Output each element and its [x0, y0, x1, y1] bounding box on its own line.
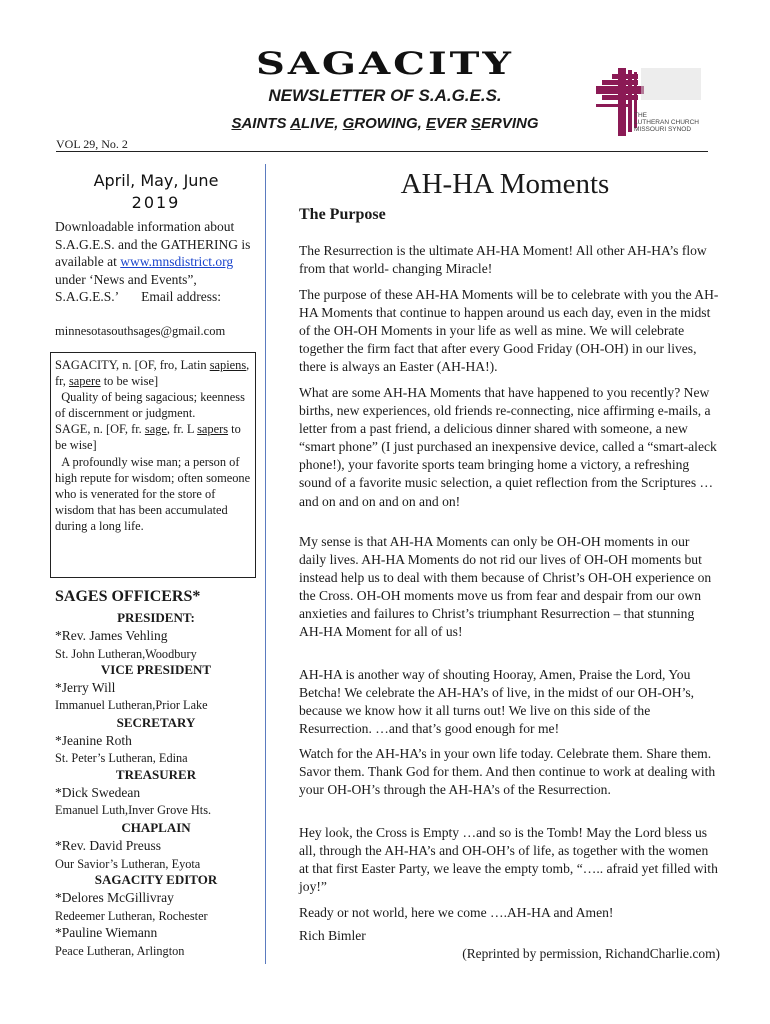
- officers-heading: SAGES OFFICERS*: [55, 588, 201, 605]
- officer-name: *Jerry Will: [55, 680, 116, 695]
- sage-definition: SAGE, n. [OF, fr. sage, fr. L sapers to be wise] A profoundly wise man; a person of high repute for wisdom; often someone who is venerated for the store of wisdom that has been accumulated during a long life.: [55, 422, 251, 533]
- officer-church: St. John Lutheran,Woodbury: [55, 647, 197, 661]
- sagacity-definition: SAGACITY, n. [OF, fro, Latin sapiens, fr, sapere to be wise] Quality of being sagacious; keenness of discernment or judgment.: [55, 358, 250, 421]
- officer-church: Emanuel Luth,Inver Grove Hts.: [55, 803, 212, 817]
- newsletter-title: SAGACITY: [256, 45, 514, 82]
- volume-number: VOL 29, No. 2: [56, 137, 128, 151]
- newsletter-motto: SAINTS ALIVE, GROWING, EVER SERVING: [231, 115, 539, 132]
- article-title: AH-HA Moments: [400, 168, 610, 200]
- officer-church: Peace Lutheran, Arlington: [55, 944, 185, 958]
- reprint-note: (Reprinted by permission, RichandCharlie.com): [462, 946, 720, 961]
- article-paragraph: Hey look, the Cross is Empty …and so is the Tomb! May the Lord bless us all, through the AH-HA’s and OH-OH’s of life, as together with the women at that first Easter Party, we leave the empty tomb, “….. afraid yet filled with joy!”: [299, 825, 718, 895]
- officer-church: Immanuel Lutheran,Prior Lake: [55, 698, 208, 712]
- article-author: Rich Bimler: [299, 928, 366, 943]
- officer-church: Our Savior’s Lutheran, Eyota: [55, 857, 201, 871]
- issue-date-heading: April, May, June 2019: [93, 171, 219, 212]
- contact-email[interactable]: minnesotasouthsages@gmail.com: [55, 324, 226, 338]
- officer-role: CHAPLAIN: [121, 820, 191, 835]
- officer-role: SAGACITY EDITOR: [94, 872, 218, 887]
- column-divider: [265, 164, 266, 964]
- officer-church: Redeemer Lutheran, Rochester: [55, 909, 208, 923]
- download-info: Downloadable information about S.A.G.E.S. and the GATHERING is available at www.mnsdistrict.org under ‘News and Events”, S.A.G.E.S.’ Email address:: [55, 219, 251, 305]
- officer-name: *Jeanine Roth: [55, 733, 132, 748]
- article-paragraph: What are some AH-HA Moments that have happened to you recently? New births, new experiences, old friends re-connecting, nice affirming e-mails, a letter from a past friend, a delicious dinner shared with someone, a new “smart phone” (I just purchased an inexpensive device, called a “smart-aleck phone!), your favorite sports team bringing home a victory, a refreshing sound of a favorite music selection, a quiet reflection from the Scriptures …and on and on and on and on!: [299, 385, 717, 509]
- article-paragraph: Ready or not world, here we come ….AH-HA and Amen!: [299, 905, 614, 920]
- article-paragraph: The purpose of these AH-HA Moments will be to celebrate with you the AH-HA Moments that continue to happen around us each day, even in the midst of the OH-OH Moments in your life as well as mine. We will celebrate together the firm fact that after every Good Friday (OH-OH) in our lives, there is always an Easter (AH-HA!).: [299, 287, 719, 375]
- officer-role: SECRETARY: [116, 715, 196, 730]
- logo-caption: THE LUTHERAN CHURCH MISSOURI SYNOD: [634, 112, 700, 133]
- district-website-link[interactable]: www.mnsdistrict.org: [120, 254, 234, 270]
- officer-name: *Delores McGillivray: [55, 890, 174, 905]
- officer-name: *Pauline Wiemann: [55, 925, 158, 940]
- officer-name: *Rev. David Preuss: [55, 838, 161, 853]
- officer-role: TREASURER: [115, 767, 197, 782]
- article-paragraph: AH-HA is another way of shouting Hooray, Amen, Praise the Lord, You Betcha! We celebrate the AH-HA’s of live, in the midst of our OH-OH’s, because we know how it all turns out! We live on this side of the Resurrection. …and that’s good enough for me!: [299, 667, 695, 737]
- officer-role: PRESIDENT:: [117, 610, 195, 625]
- officer-church: St. Peter’s Lutheran, Edina: [55, 751, 188, 765]
- article-subheading: The Purpose: [299, 206, 386, 223]
- article-paragraph: The Resurrection is the ultimate AH-HA Moment! All other AH-HA’s flow from that world- changing Miracle!: [299, 243, 707, 277]
- officer-name: *Dick Swedean: [55, 785, 141, 800]
- header-rule: [56, 151, 708, 152]
- newsletter-subtitle: NEWSLETTER OF S.A.G.E.S.: [268, 86, 502, 105]
- article-paragraph: My sense is that AH-HA Moments can only be OH-OH moments in our daily lives. AH-HA Moments do not rid our lives of OH-OH moments but instead help us to deal with them because of Christ’s OH-OH experience on the Cross. OH-OH moments move us from fear and despair from our own anxieties and failures to Christ’s triumphant Resurrection – that stunning AH-HA Moment for all of us!: [299, 534, 712, 640]
- definition-box: [50, 352, 256, 578]
- officer-role: VICE PRESIDENT: [100, 662, 212, 677]
- article-paragraph: Watch for the AH-HA’s in your own life today. Celebrate them. Share them. Savor them. Thank God for them. And then continue to work at dealing with your OH-OH’s through the AH-HA’s of the Resurrection.: [299, 746, 716, 798]
- officer-name: *Rev. James Vehling: [55, 628, 168, 643]
